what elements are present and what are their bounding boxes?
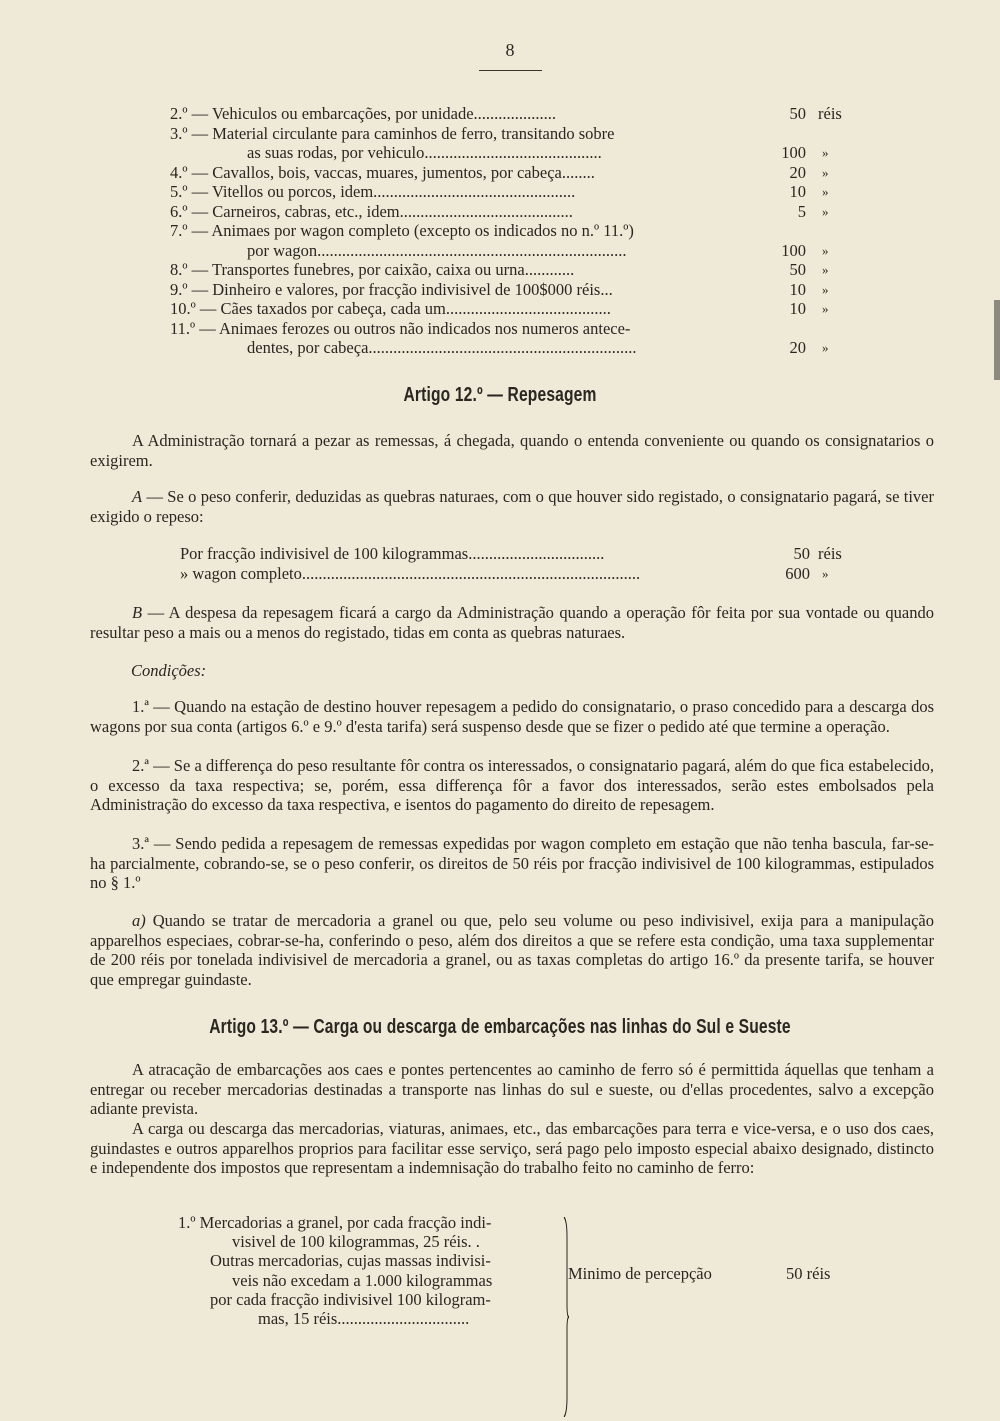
fee-row: 9.º — Dinheiro e valores, por fracção indivisivel de 100$000 réis... 10 »: [170, 279, 829, 299]
fee-row: 11.º — Animaes ferozes ou outros não indicados nos numeros antece-: [170, 318, 631, 338]
brace-icon: [563, 1217, 569, 1417]
item-1-description: 1.º Mercadorias a granel, por cada fracção indi- visivel de 100 kilogrammas, 25 réis. . Outras mercadorias, cujas massas indivisi- veis não excedam a 1.000 kilogrammas por cada fracção indivisivel 100 kilogram- mas, 15 réis................................: [178, 1213, 493, 1328]
article-12-clause-a: A — Se o peso conferir, deduzidas as quebras naturaes, com o que houver sido registado, o consignatario pagará, se tiver exigido o repeso:: [90, 487, 934, 526]
fee-row: 3.º — Material circulante para caminhos de ferro, transitando sobre: [170, 123, 615, 143]
condition-3: 3.ª — Sendo pedida a repesagem de remessas expedidas por wagon completo em estação que não tenha bascula, far-se-ha parcialmente, cobrando-se, se o peso conferir, os direitos de 50 réis por fracção indivisivel de 100 kilogrammas, estipulados no § 1.º: [90, 834, 934, 892]
fee-row: 5.º — Vitellos ou porcos, idem................................................. 10 »: [170, 182, 829, 201]
article-13-paragraph-1: A atracação de embarcações aos caes e pontes pertencentes ao caminho de ferro só é permittida áquellas que tenham a entregar ou receber mercadorias destinadas a transporte nas linhas do sul e sueste, ou d'ellas procedentes, salvo a excepção adiante prevista.: [90, 1060, 934, 1118]
article-12-clause-b: B — A despesa da repesagem ficará a cargo da Administração quando a operação fôr feita por sua vontade ou quando resultar peso a mais ou a menos do registado, tidas em conta as quebras naturaes.: [90, 603, 934, 642]
repesagem-rates: [180, 544, 850, 584]
article-13-heading: Artigo 13.º — Carga ou descarga de embarcações nas linhas do Sul e Sueste: [209, 1016, 791, 1038]
condition-2: 2.ª — Se a differença do peso resultante fôr contra os interessados, o consignatario pagará, além do que fica estabelecido, o excesso da taxa respectiva; se, porém, essa differença fôr a favor dos interessados, serão estes embolsados pela Administração do excesso da taxa respectiva, e isentos do pagamento do direito de repesagem.: [90, 756, 934, 814]
article-12-heading: Artigo 12.º — Repesagem: [403, 384, 597, 406]
condition-1: 1.ª — Quando na estação de destino houver repesagem a pedido do consignatario, o praso concedido para a descarga dos wagons por sua conta (artigos 6.º e 9.º d'esta tarifa) será suspenso desde que se fizer o pedido até que termine a operação.: [90, 697, 934, 736]
fee-row: 7.º — Animaes por wagon completo (excepto os indicados no n.º 11.º): [170, 221, 634, 240]
fee-row: 8.º — Transportes funebres, por caixão, caixa ou urna............ 50 »: [170, 260, 829, 279]
fee-list: [170, 104, 870, 358]
article-13-paragraph-2: A carga ou descarga das mercadorias, viaturas, animaes, etc., das embarcações para terra e vice-versa, e o uso dos caes, guindastes e outros apparelhos proprios para facilitar esse serviço, será pago pelo imposto especial abaixo designado, distincto e independente dos impostos que representam a indemnisação do trabalho feito no caminho de ferro:: [90, 1119, 934, 1177]
minimum-value: 50 réis: [786, 1264, 831, 1283]
note-a-label: a): [132, 911, 146, 930]
page-number-rule: [479, 70, 542, 71]
fee-row: 2.º — Vehiculos ou embarcações, por unidade.................... 50 réis: [170, 104, 842, 123]
fee-row: 6.º — Carneiros, cabras, etc., idem.......................................... 5 »: [170, 201, 829, 221]
page-edge-mark: [994, 300, 1000, 380]
fee-row: 10.º — Cães taxados por cabeça, cada um........................................ 10 »: [170, 299, 829, 318]
clause-a-label: A: [132, 487, 143, 506]
article-12-intro: A Administração tornará a pezar as remessas, á chegada, quando o entenda conveniente ou quando os consignatarios o exigirem.: [90, 431, 934, 470]
minimum-label: Minimo de percepção: [568, 1264, 712, 1283]
rate-row: Por fracção indivisivel de 100 kilogrammas................................. 50 réis: [180, 544, 842, 563]
fee-row: 4.º — Cavallos, bois, vaccas, muares, jumentos, por cabeça........ 20 »: [170, 162, 829, 182]
fee-row: por wagon........................................................................... 100 »: [247, 240, 829, 260]
rate-row: » wagon completo.................................................................................. 600 »: [180, 564, 829, 583]
clause-b-label: B: [132, 603, 143, 622]
conditions-label: Condições:: [131, 661, 207, 680]
page-number: 8: [505, 40, 515, 60]
fee-row: as suas rodas, por vehiculo........................................... 100 »: [247, 143, 829, 162]
fee-row: dentes, por cabeça................................................................. 20 »: [247, 338, 829, 357]
note-a: a) Quando se tratar de mercadoria a granel ou que, pelo seu volume ou peso indivisivel, exija para a manipulação apparelhos especiaes, cobrar-se-ha, conferindo o peso, além dos direitos a que se refere esta condição, uma taxa supplementar de 200 réis por tonelada indivisivel de mercadoria a granel, ou as taxas completas do artigo 16.º da presente tarifa, se houver que empregar guindaste.: [90, 911, 934, 989]
